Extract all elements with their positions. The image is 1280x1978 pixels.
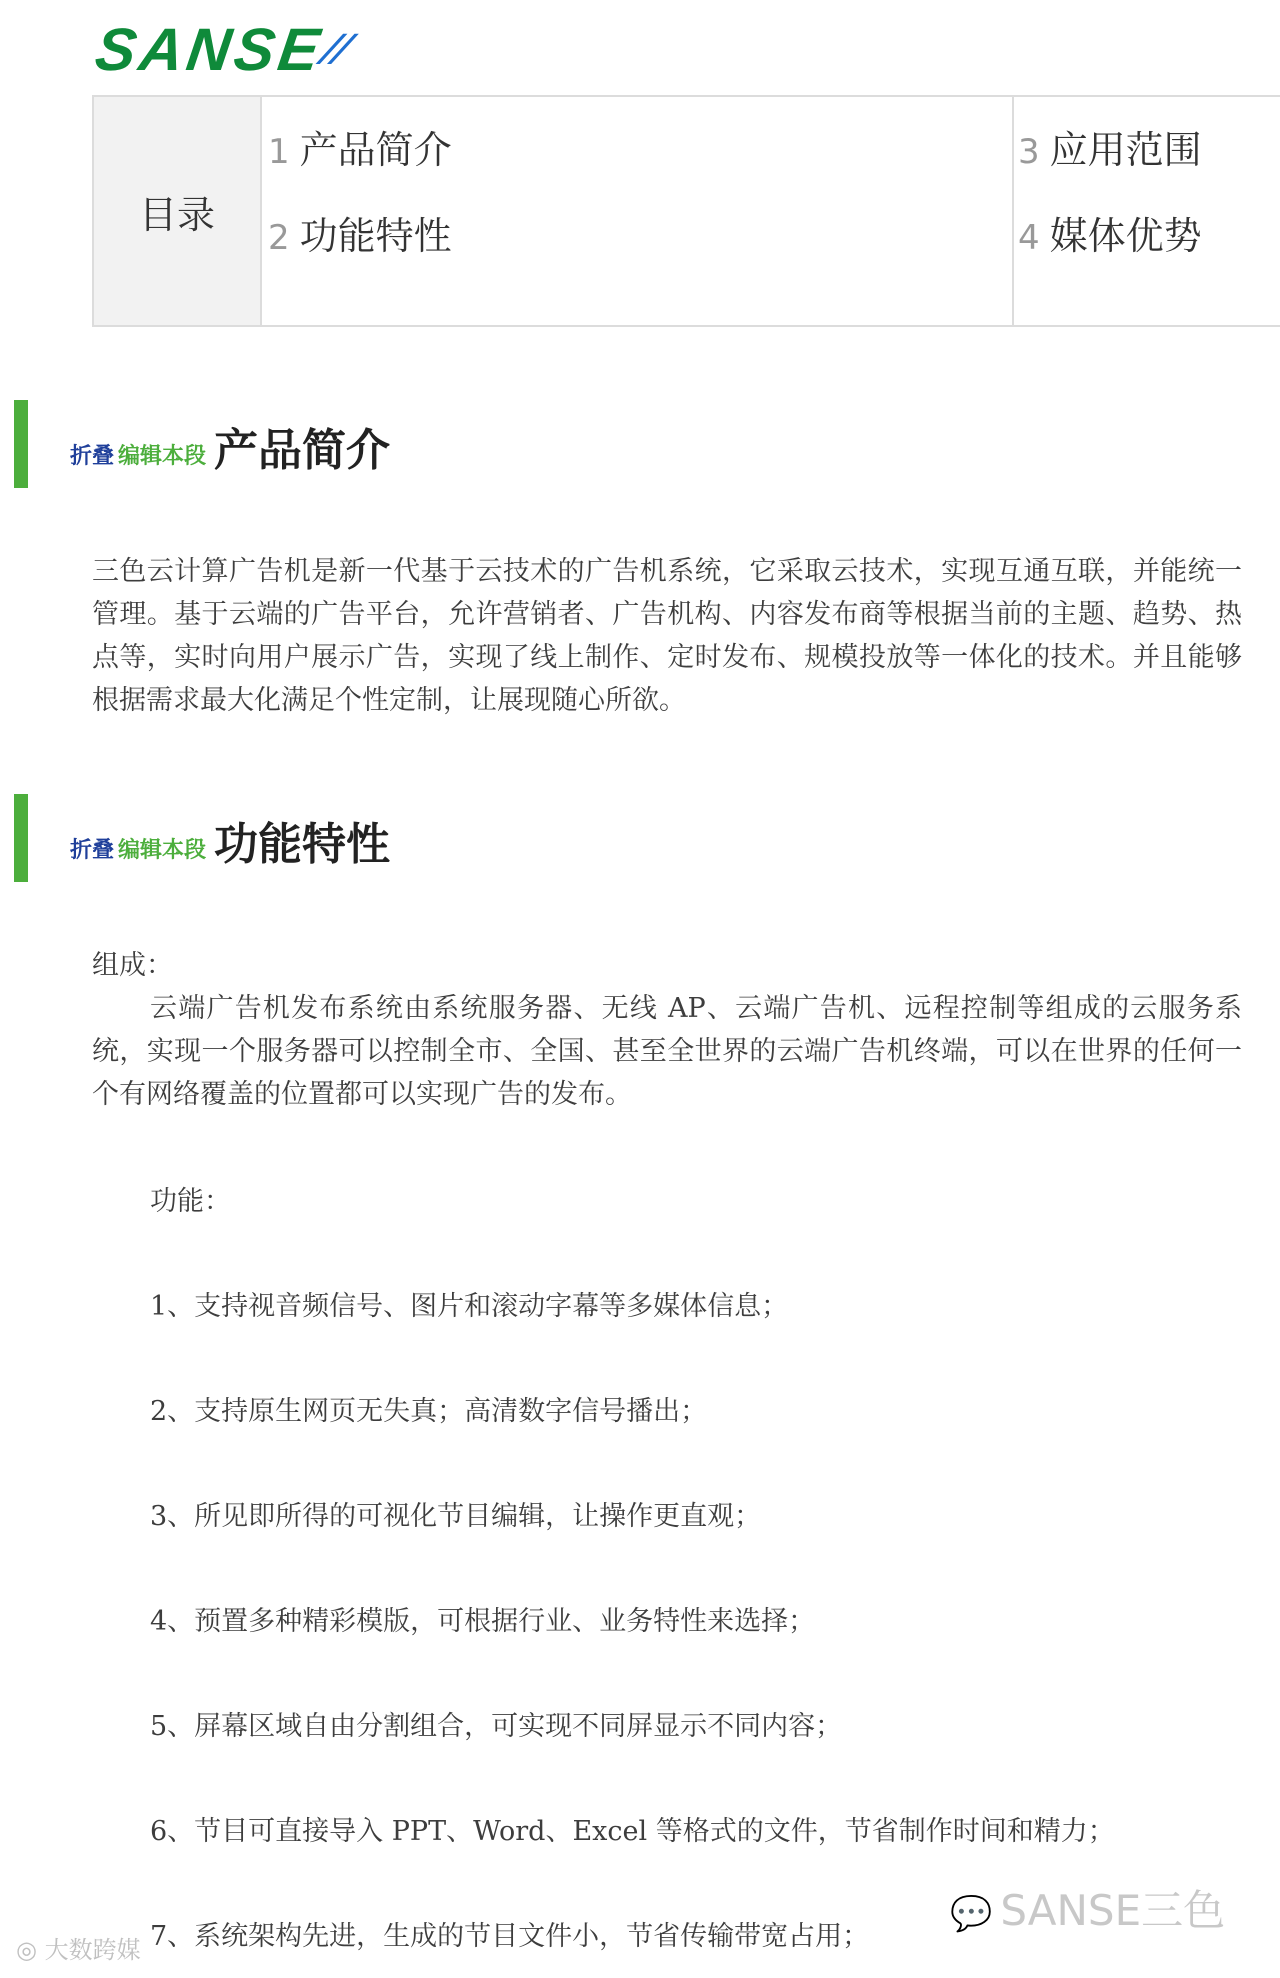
section-heading-intro (14, 400, 614, 488)
wechat-icon: 💬 (950, 1894, 993, 1934)
edit-section-link[interactable]: 编辑本段 (118, 444, 207, 469)
composition-paragraph: 云端广告机发布系统由系统服务器、无线 AP、云端广告机、远程控制等组成的云服务系统，实现一个服务器可以控制全市、全国、甚至全世界的云端广告机终端，可以在世界的任何一个有网络覆盖的位置都可以实现广告的发布。 (92, 993, 1242, 1110)
watermark-text: SANSE三色 (1000, 1886, 1226, 1935)
section-heading-features (14, 794, 614, 882)
list-item: 2、支持原生网页无失真；高清数字信号播出； (150, 1396, 708, 1427)
section-accent-bar (14, 400, 28, 488)
toc-item-1[interactable] (268, 119, 452, 174)
toc-divider (1012, 97, 1014, 325)
list-item: 6、节目可直接导入 PPT、Word、Excel 等格式的文件，节省制作时间和精力； (150, 1816, 1115, 1847)
list-item: 5、屏幕区域自由分割组合，可实现不同屏显示不同内容； (150, 1711, 843, 1742)
weibo-watermark (16, 1930, 141, 1965)
fold-link[interactable]: 折叠 (70, 444, 115, 469)
toc-num: 1 (268, 132, 290, 172)
toc-item-2[interactable] (268, 205, 452, 260)
list-item: 4、预置多种精彩模版，可根据行业、业务特性来选择； (150, 1606, 816, 1637)
section-accent-bar (14, 794, 28, 882)
toc-num: 2 (268, 218, 290, 258)
edit-section-link[interactable]: 编辑本段 (118, 838, 207, 863)
toc-num: 4 (1018, 218, 1040, 258)
toc-num: 3 (1018, 132, 1040, 172)
intro-paragraph: 三色云计算广告机是新一代基于云技术的广告机系统，它采取云技术，实现互通互联，并能统一管理。基于云端的广告平台，允许营销者、广告机构、内容发布商等根据当前的主题、趋势、热点等，实时向用户展示广告，实现了线上制作、定时发布、规模投放等一体化的技术。并且能够根据需求最大化满足个性定制，让展现随心所欲。 (92, 556, 1242, 716)
toc-item-3[interactable] (1018, 119, 1202, 174)
weibo-icon: ◎ (16, 1936, 37, 1964)
toc-text: 应用范围 (1049, 128, 1202, 172)
logo-mark: ⁄⁄ (323, 25, 353, 74)
toc-text: 媒体优势 (1049, 214, 1202, 258)
function-label: 功能： (150, 1186, 231, 1217)
toc-text: 产品简介 (299, 128, 452, 172)
wechat-watermark (950, 1878, 1225, 1938)
toc-text: 功能特性 (299, 214, 452, 258)
composition-label: 组成： (92, 950, 173, 981)
list-item: 3、所见即所得的可视化节目编辑，让操作更直观； (150, 1501, 762, 1532)
toc-item-4[interactable] (1018, 205, 1202, 260)
section-title: 功能特性 (214, 819, 390, 870)
list-item: 1、支持视音频信号、图片和滚动字幕等多媒体信息； (150, 1291, 789, 1322)
list-item: 7、系统架构先进，生成的节目文件小，节省传输带宽占用； (150, 1921, 870, 1952)
fold-link[interactable]: 折叠 (70, 838, 115, 863)
section-title: 产品简介 (214, 425, 390, 476)
toc-label: 目录 (94, 97, 262, 325)
table-of-contents (92, 95, 1280, 327)
sanse-logo: SANSE⁄⁄ (91, 16, 353, 83)
corner-text: 大数跨媒 (44, 1936, 141, 1964)
